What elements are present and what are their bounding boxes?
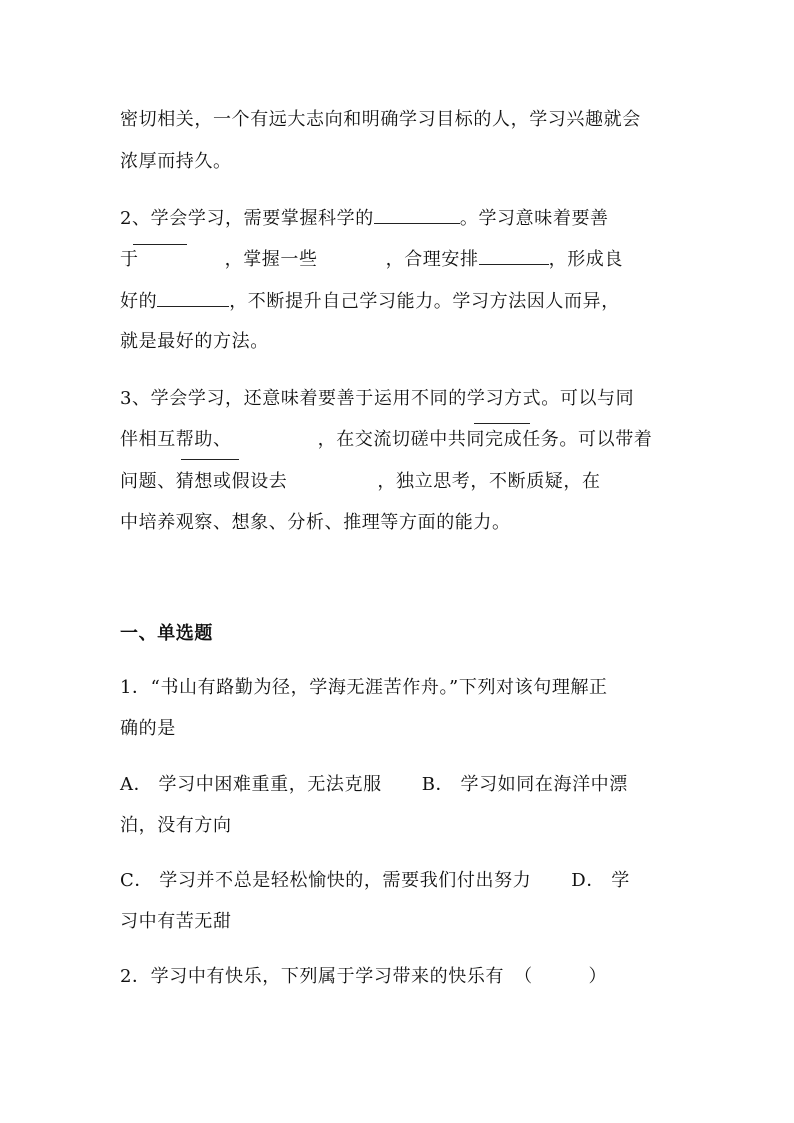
section-heading: 一、单选题 [120,623,213,644]
text-line: 3、学会学习，还意味着要善于运用不同的学习方式。可以与同 [120,388,635,409]
option-b[interactable]: B． 学习如同在海洋中漂 [421,774,628,795]
text-segment: ，独立思考，不断质疑，在 [377,471,601,492]
text-segment: ，在交流切磋中共同完成任务。可以带着 [317,429,653,450]
text-segment: 好的 [120,291,158,312]
option-a[interactable]: A． 学习中困难重重，无法克服 [120,774,382,795]
text-segment: 。学习意味着要善 [459,208,609,229]
question-text: 2．学习中有快乐，下列属于学习带来的快乐有 [120,966,505,987]
text-segment: ，掌握一些 [224,249,318,270]
text-line: 密切相关，一个有远大志向和明确学习目标的人，学习兴趣就会 [120,109,641,130]
question-stem: 确的是 [120,718,176,739]
text-segment: 伴相互帮助、 [120,429,232,450]
text-segment: ，合理安排 [385,249,479,270]
text-segment: 2、学会学习，需要掌握科学的 [120,208,374,229]
option-d[interactable]: D． 学 [571,870,630,891]
option-c[interactable]: C． 学习并不总是轻松愉快的，需要我们付出努力 [120,870,532,891]
answer-blank[interactable] [474,423,530,424]
text-line: 中培养观察、想象、分析、推理等方面的能力。 [120,512,511,533]
fill-line [120,204,609,230]
answer-blank[interactable] [374,209,460,224]
text-line: 就是最好的方法。 [120,331,269,352]
option-d-continued: 习中有苦无甜 [120,911,232,932]
question-stem [120,962,607,988]
text-segment: ，形成良 [548,249,624,270]
answer-parenthesis[interactable]: （ ） [514,966,608,987]
option-b-continued: 泊，没有方向 [120,815,232,836]
answer-blank[interactable] [157,292,229,307]
text-segment: 于 [120,249,139,270]
option-row [120,770,628,796]
text-segment: ，不断提升自己学习能力。学习方法因人而异， [229,291,620,312]
answer-blank[interactable] [479,250,549,265]
question-stem: 1．“书山有路勤为径，学海无涯苦作舟。”下列对该句理解正 [120,677,608,698]
option-row [120,866,630,892]
text-segment: 问题、猜想或假设去 [120,471,288,492]
text-line: 浓厚而持久。 [120,151,232,172]
answer-blank[interactable] [181,459,239,460]
fill-line [120,467,601,493]
fill-line [120,287,620,313]
fill-line [120,425,652,451]
fill-line [120,245,623,271]
